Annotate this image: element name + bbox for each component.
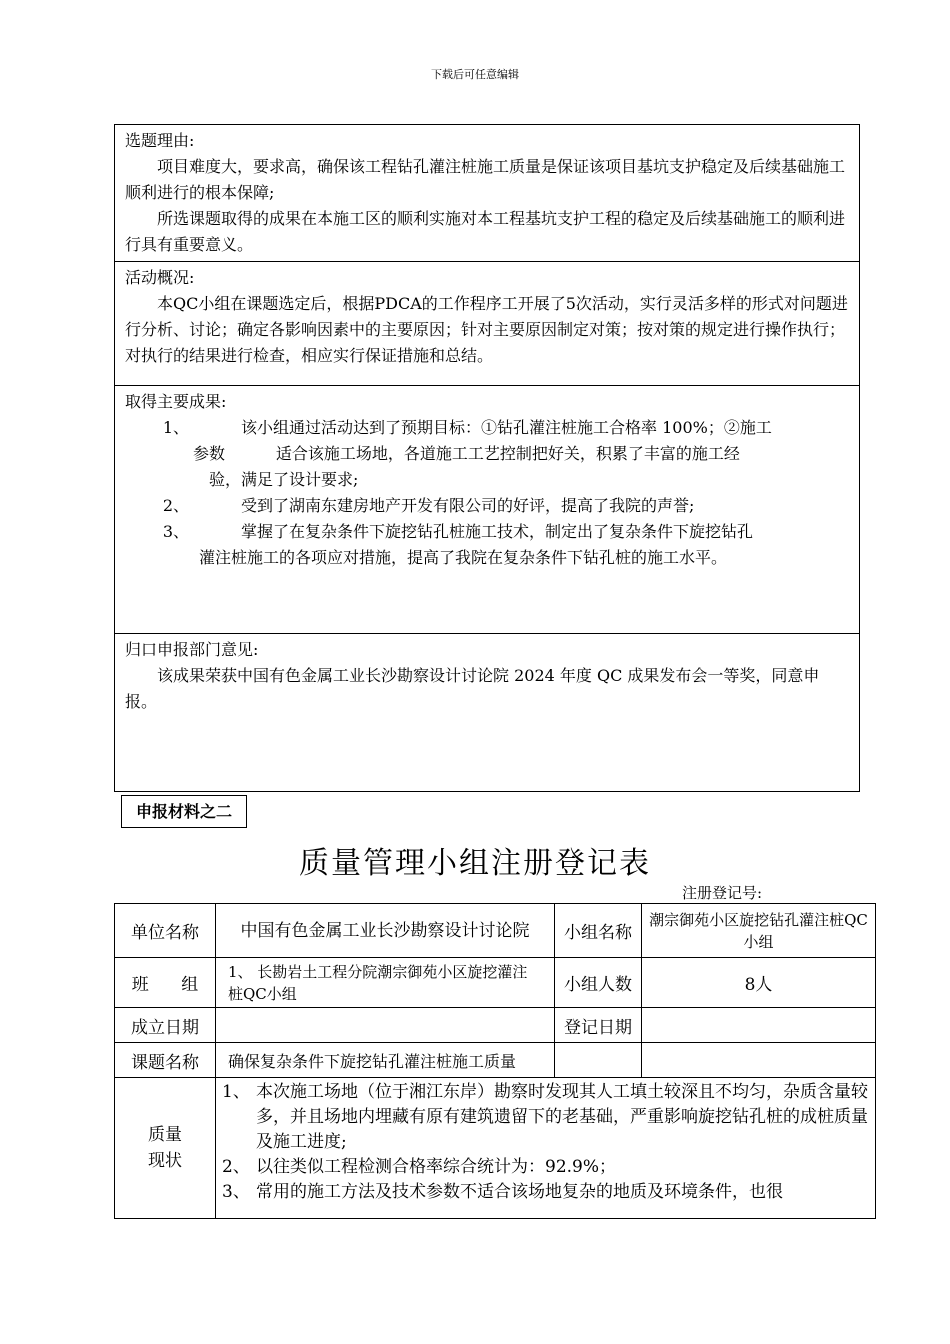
team-value: 1、 长勘岩土工程分院潮宗御苑小区旋挖灌注桩QC小组 [216, 958, 555, 1008]
status-item-1-num: 1、 [222, 1082, 250, 1102]
founded-value [216, 1008, 555, 1043]
results-title: 取得主要成果: [125, 392, 227, 411]
status-item-2 [222, 1155, 869, 1180]
table-row [115, 958, 876, 1008]
status-item-3 [222, 1180, 869, 1205]
members-value: 8人 [642, 958, 876, 1008]
header-note: 下载后可任意编辑 [431, 68, 519, 81]
registration-number-label: 注册登记号: [682, 884, 763, 902]
activity-paragraph: 本QC小组在课题选定后，根据PDCA的工作程序工开展了5次活动，实行灵活多样的形式对问题进行分析、讨论；确定各影响因素中的主要原因；针对主要原因制定对策；按对策的规定进行操作执行；对执行的结果进行检查，相应实行保证措施和总结。 [125, 294, 848, 365]
result-item-1-line3: 验，满足了设计要求; [209, 470, 359, 489]
topic-reason-paragraph-1: 项目难度大，要求高，确保该工程钻孔灌注桩施工质量是保证该项目基坑支护稳定及后续基础施工顺利进行的根本保障; [125, 157, 846, 202]
registered-value [642, 1008, 876, 1043]
status-label [115, 1078, 216, 1219]
result-item-3 [125, 519, 849, 545]
result-item-1-line2: 参数 适合该施工场地，各道施工工艺控制把好关，积累了丰富的施工经 [193, 444, 740, 463]
result-item-3-line1: 掌握了在复杂条件下旋挖钻孔桩施工技术，制定出了复杂条件下旋挖钻孔 [241, 522, 754, 541]
result-item-2 [125, 493, 849, 519]
status-item-2-num: 2、 [222, 1157, 250, 1177]
topic-reason-paragraph-2: 所选课题取得的成果在本施工区的顺利实施对本工程基坑支护工程的稳定及后续基础施工的顺利进行具有重要意义。 [125, 209, 846, 254]
topic-empty-cell-2 [642, 1043, 876, 1078]
status-item-3-num: 3、 [222, 1182, 250, 1202]
status-content [216, 1078, 876, 1219]
activity-title: 活动概况: [125, 268, 195, 287]
opinion-section [115, 634, 859, 791]
result-item-1-num: 1、 [162, 418, 189, 437]
registration-table [114, 903, 876, 1219]
opinion-title: 归口申报部门意见: [125, 640, 259, 659]
table-row [115, 1008, 876, 1043]
result-item-3-num: 3、 [162, 522, 189, 541]
result-item-2-line1: 受到了湖南东建房地产开发有限公司的好评，提高了我院的声誉; [241, 496, 695, 515]
topic-value: 确保复杂条件下旋挖钻孔灌注桩施工质量 [216, 1043, 555, 1078]
status-item-1 [222, 1080, 869, 1155]
topic-reason-title: 选题理由: [125, 131, 195, 150]
group-name-label: 小组名称 [555, 904, 642, 958]
result-item-2-num: 2、 [162, 496, 189, 515]
table-row [115, 1078, 876, 1219]
result-item-1 [125, 415, 849, 441]
result-item-3-line2: 灌注桩施工的各项应对措施，提高了我院在复杂条件下钻孔桩的施工水平。 [199, 548, 728, 567]
status-item-2-text: 以往类似工程检测合格率综合统计为：92.9%； [256, 1157, 617, 1177]
status-label-line-2: 现状 [148, 1151, 182, 1171]
topic-label: 课题名称 [115, 1043, 216, 1078]
result-item-1-line1: 该小组通过活动达到了预期目标：①钻孔灌注桩施工合格率 100%；②施工 [241, 418, 772, 437]
form-title: 质量管理小组注册登记表 [299, 846, 651, 881]
group-name-value: 潮宗御苑小区旋挖钻孔灌注桩QC小组 [642, 904, 876, 958]
team-label: 班 组 [115, 958, 216, 1008]
qc-summary-box [114, 124, 860, 792]
table-row [115, 1043, 876, 1078]
status-item-3-text: 常用的施工方法及技术参数不适合该场地复杂的地质及环境条件，也很 [256, 1182, 783, 1202]
activity-section [115, 262, 859, 386]
unit-value: 中国有色金属工业长沙勘察设计讨论院 [216, 904, 555, 958]
opinion-paragraph: 该成果荣获中国有色金属工业长沙勘察设计讨论院 2024 年度 QC 成果发布会一等奖，同意申报。 [125, 666, 820, 711]
status-label-line-1: 质量 [148, 1125, 182, 1145]
status-item-1-text: 本次施工场地（位于湘江东岸）勘察时发现其人工填土较深且不均匀，杂质含量较多，并且场地内埋藏有原有建筑遗留下的老基础，严重影响旋挖钻孔桩的成桩质量及施工进度; [256, 1082, 868, 1152]
unit-label: 单位名称 [115, 904, 216, 958]
table-row [115, 904, 876, 958]
attachment-label: 申报材料之二 [121, 795, 247, 828]
members-label: 小组人数 [555, 958, 642, 1008]
topic-reason-section [115, 125, 859, 262]
registered-label: 登记日期 [555, 1008, 642, 1043]
results-section [115, 386, 859, 634]
founded-label: 成立日期 [115, 1008, 216, 1043]
topic-empty-cell [555, 1043, 642, 1078]
